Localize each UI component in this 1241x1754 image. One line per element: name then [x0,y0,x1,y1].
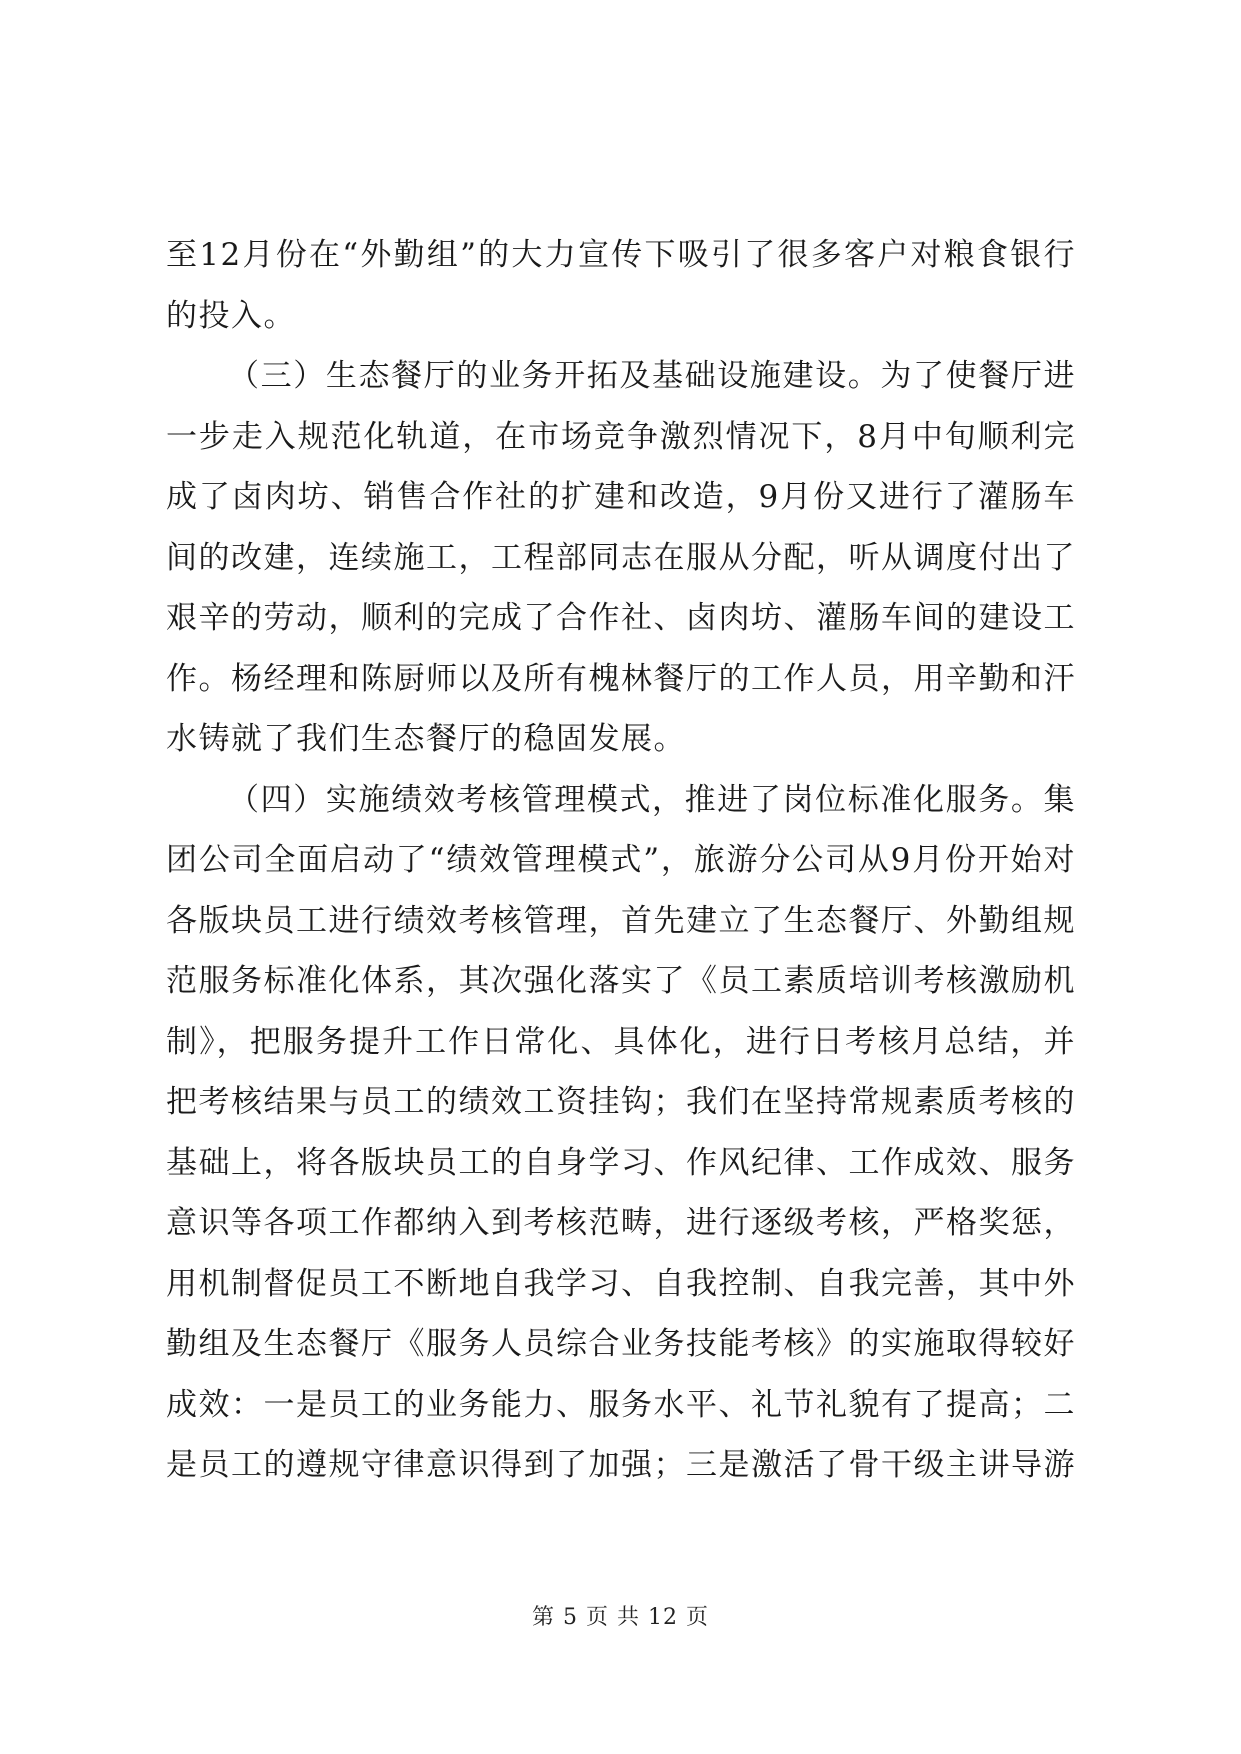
paragraph-1: 至12月份在“外勤组”的大力宣传下吸引了很多客户对粮食银行的投入。 [166,237,1076,334]
page-footer: 第 5 页 共 12 页 [532,1605,709,1630]
paragraph-3: （四）实施绩效考核管理模式，推进了岗位标准化服务。集团公司全面启动了“绩效管理模式”，旅游分公司从9月份开始对各版块员工进行绩效考核管理，首先建立了生态餐厅、外勤组规范服务标准化体系，其次强化落实了《员工素质培训考核激励机制》，把服务提升工作日常化、具体化，进行日考核月总结，并把考核结果与员工的绩效工资挂钩；我们在坚持常规素质考核的基础上，将各版块员工的自身学习、作风纪律、工作成效、服务意识等各项工作都纳入到考核范畴，进行逐级考核，严格奖惩，用机制督促员工不断地自我学习、自我控制、自我完善，其中外勤组及生态餐厅《服务人员综合业务技能考核》的实施取得较好成效：一是员工的业务能力、服务水平、礼节礼貌有了提高；二是员工的遵规守律意识得到了加强；三是激活了骨干级主讲导游 [166,781,1076,1483]
paragraph-2: （三）生态餐厅的业务开拓及基础设施建设。为了使餐厅进一步走入规范化轨道，在市场竞争激烈情况下，8月中旬顺利完成了卤肉坊、销售合作社的扩建和改造，9月份又进行了灌肠车间的改建，连续施工，工程部同志在服从分配，听从调度付出了艰辛的劳动，顺利的完成了合作社、卤肉坊、灌肠车间的建设工作。杨经理和陈厨师以及所有槐林餐厅的工作人员，用辛勤和汗水铸就了我们生态餐厅的稳固发展。 [166,358,1076,757]
body-text [166,225,1076,1496]
